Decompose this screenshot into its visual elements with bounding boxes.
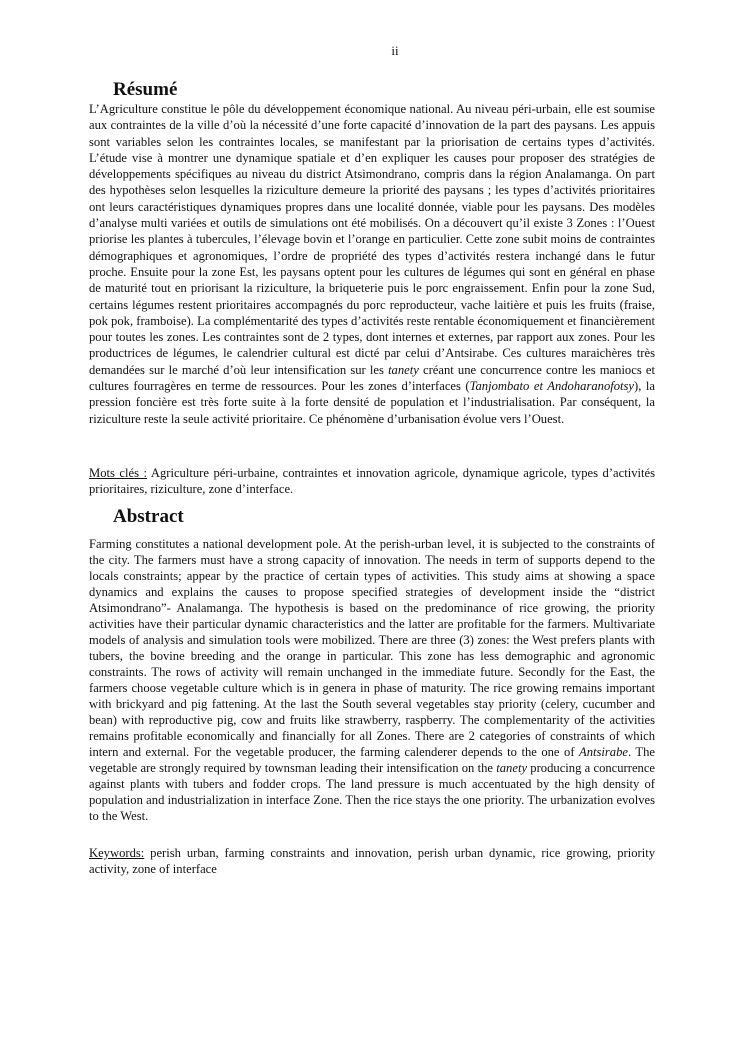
resume-text-part-2: créant une concurrence contre les maniocs et cultures fourragères en terme de ressources. Pour les zones d’interfaces ( [89,362,655,394]
abstract-keywords-label: Keywords: [89,846,145,860]
resume-text-part-3: ), la pression foncière est très forte suite à la forte densité de population et l’industrialisation. Par conséquent, la riziculture reste la seule activité prioritaire. Ce phénomène d’urbanisation évolue vers l’Ouest. [89,379,655,426]
abstract-italic-antsirabe: Antsirabe [579,745,628,759]
abstract-keywords-text: perish urban, farming constraints and innovation, perish urban dynamic, rice growing, priority activity, zone of interface [89,846,655,877]
resume-italic-tanety: tanety [388,362,419,377]
resume-paragraph [89,101,655,427]
resume-keywords [89,465,655,498]
abstract-paragraph [89,536,655,824]
abstract-text-part-3: producing a concurrence against plants with tubers and fodder crops. The land pressure is much accentuated by the high density of population and industrialization in interface Zone. Then the rice stays the one priority. The urbanization evolves to the West. [89,761,656,823]
resume-keywords-text: Agriculture péri-urbaine, contraintes et innovation agricole, dynamique agricole, types d’activités prioritaires, riziculture, zone d’interface. [89,466,655,497]
abstract-heading: Abstract [113,506,184,527]
page-number: ii [391,43,399,58]
resume-keywords-label: Mots clés : [89,466,148,480]
resume-heading: Résumé [113,79,178,100]
resume-italic-interfaces: Tanjombato et Andoharanofotsy [469,379,635,394]
abstract-text-part-2: . The vegetable are strongly required by townsman leading their intensification on the [89,745,655,775]
abstract-keywords [89,845,655,878]
resume-text-part-1: L’Agriculture constitue le pôle du développement économique national. Au niveau péri-urbain, elle est soumise aux contraintes de la ville d’où la nécessité d’une forte capacité d’innovation de la part des paysans. Les appuis sont variables selon les contraintes locales, se manifestant par la priorisation de certains types d’activités. L’étude vise à montrer une dynamique spatiale et d’en expliquer les causes pour proposer des stratégies de développements spécifiques au niveau du district Atsimondrano, compris dans la région Analamanga. On part des hypothèses selon lesquelles la riziculture demeure la priorité des paysans ; les types d’activités prioritaires ont leurs caractéristiques dynamiques propres dans une localité donnée, viable pour les paysans. Des modèles d’analyse multi variées et outils de simulations ont été mobilisés. On a découvert qu’il existe 3 Zones : l’Ouest priorise les plantes à tubercules, l’élevage bovin et l’orange en particulier. Cette zone subit moins de contraintes démographiques et agronomiques, l’ordre de propriété des types d’activités restera inchangé dans le futur proche. Ensuite pour la zone Est, les paysans optent pour les cultures de légumes qui sont en général en phase de maturité tout en priorisant la riziculture, la briqueterie puis le porc engraissement. Enfin pour la zone Sud, certains légumes restent prioritaires accompagnés du porc reproducteur, vache laitière et puis les fruits (fraise, pok pok, framboise). La complémentarité des types d’activités reste rentable économiquement et financièrement pour toutes les zones. Les contraintes sont de 2 types, dont internes et externes, par rapport aux zones. Pour les productrices de légumes, le calendrier cultural est dicté par celui d’Antsirabe. Ces cultures maraichères très demandées sur le marché d’où leur intensification sur les [89,102,655,377]
abstract-italic-tanety: tanety [496,761,528,775]
abstract-text-part-1: Farming constitutes a national development pole. At the perish-urban level, it is subjected to the constraints of the city. The farmers must have a strong capacity of innovation. The needs in term of supports depend to the locals constraints; appear by the practice of certain types of activities. This study aims at showing a space dynamics and explains the causes to propose specified strategies of development inside the “district Atsimondrano”- Analamanga. The hypothesis is based on the predominance of rice growing, the priority activities have their particular dynamic characteristics and the latter are profitable for the farmers. Multivariate models of analysis and simulation tools were mobilized. There are three (3) zones: the West prefers plants with tubers, the bovine breeding and the orange in particular. This zone has less demographic and agronomic constraints. The rows of activity will remain unchanged in the immediate future. Secondly for the East, the farmers choose vegetable culture which is in genera in phase of maturity. The rice growing remains important with brickyard and pig fattening. At the last the South several vegetables stay priority (celery, cucumber and bean) with reproductive pig, cow and fruits like strawberry, raspberry. The complementarity of the activities remains profitable economically and financially for all Zones. There are 2 categories of constraints of which intern and external. For the vegetable producer, the farming calenderer depends to the one of [89,537,655,759]
